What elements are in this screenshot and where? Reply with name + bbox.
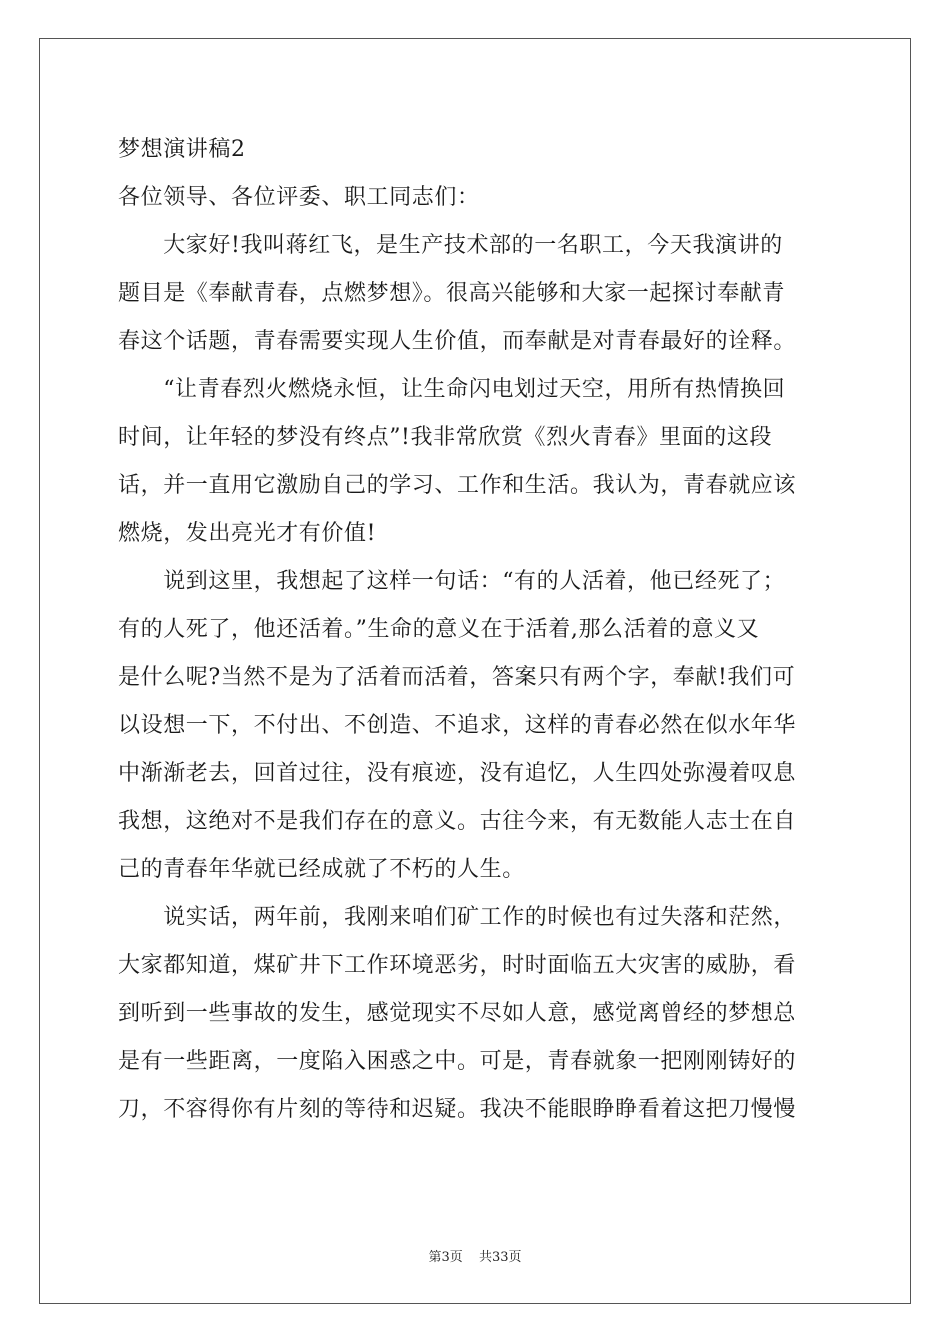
text-line: 有的人死了，他还活着。”生命的意义在于活着,那么活着的意义又 [118, 617, 760, 642]
text-line: 话，并一直用它激励自己的学习、工作和生活。我认为，青春就应该 [118, 473, 797, 498]
page-number: 第3页 [428, 1250, 463, 1265]
text-line: “让青春烈火燃烧永恒，让生命闪电划过天空，用所有热情换回 [118, 377, 786, 402]
document-body [118, 126, 834, 1134]
text-line: 以设想一下，不付出、不创造、不追求，这样的青春必然在似水年华 [118, 713, 797, 738]
text-line: 中渐渐老去，回首过往，没有痕迹，没有追忆，人生四处弥漫着叹息 [118, 761, 797, 786]
text-line: 春这个话题，青春需要实现人生价值，而奉献是对青春最好的诠释。 [118, 329, 797, 354]
text-line: 大家好!我叫蒋红飞，是生产技术部的一名职工，今天我演讲的 [118, 233, 783, 258]
text-line: 到听到一些事故的发生，感觉现实不尽如人意，感觉离曾经的梦想总 [118, 1001, 797, 1026]
text-line: 燃烧，发出亮光才有价值! [118, 521, 377, 546]
page-total: 共33页 [478, 1250, 522, 1265]
text-line: 各位领导、各位评委、职工同志们： [118, 185, 480, 210]
page-footer [0, 1246, 950, 1265]
text-line: 大家都知道，煤矿井下工作环境恶劣，时时面临五大灾害的威胁，看 [118, 953, 797, 978]
text-line: 刀，不容得你有片刻的等待和迟疑。我决不能眼睁睁看着这把刀慢慢 [118, 1097, 797, 1122]
text-line: 是什么呢?当然不是为了活着而活着，答案只有两个字，奉献!我们可 [118, 665, 796, 690]
text-line: 说到这里，我想起了这样一句话：“有的人活着，他已经死了； [118, 569, 786, 594]
text-line: 我想，这绝对不是我们存在的意义。古往今来，有无数能人志士在自 [118, 809, 797, 834]
text-line: 己的青春年华就已经成就了不朽的人生。 [118, 857, 525, 882]
text-line: 说实话，两年前，我刚来咱们矿工作的时候也有过失落和茫然， [118, 905, 797, 930]
document-title: 梦想演讲稿2 [118, 137, 246, 162]
text-line: 是有一些距离，一度陷入困惑之中。可是，青春就象一把刚刚铸好的 [118, 1049, 797, 1074]
text-line: 题目是《奉献青春，点燃梦想》。很高兴能够和大家一起探讨奉献青 [118, 281, 786, 306]
text-line: 时间，让年轻的梦没有终点”!我非常欣赏《烈火青春》里面的这段 [118, 425, 773, 450]
